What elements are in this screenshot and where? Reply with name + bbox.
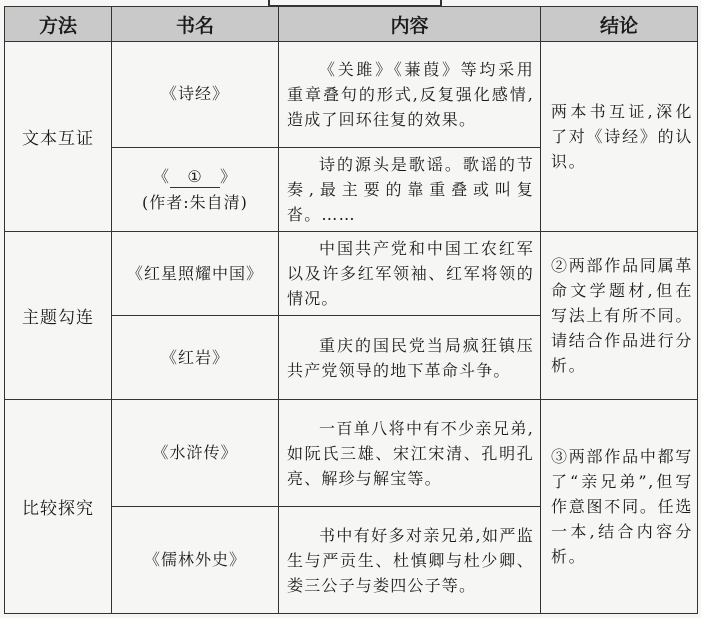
header-conclusion: 结论	[541, 7, 698, 42]
method-cell: 比较探究	[5, 400, 112, 614]
content-cell: 《关雎》《蒹葭》等均采用重章叠句的形式,反复强化感情,造成了回环往复的效果。	[279, 42, 541, 148]
content-cell: 诗的源头是歌谣。歌谣的节奏,最主要的靠重叠或叫复沓。……	[279, 147, 541, 232]
content-cell: 中国共产党和中国工农红军以及许多红军领袖、红军将领的情况。	[279, 232, 541, 316]
book-blank-line: 《 ① 》	[152, 166, 238, 186]
content-cell: 书中有好多对亲兄弟,如严监生与严贡生、杜慎卿与杜少卿、娄三公子与娄四公子等。	[279, 507, 541, 614]
book-cell: 《水浒传》	[112, 400, 279, 507]
conclusion-cell: ②两部作品同属革命文学题材,但在写法上有所不同。请结合作品进行分析。	[541, 232, 698, 400]
method-cell: 主题勾连	[5, 232, 112, 400]
content-cell: 重庆的国民党当局疯狂镇压共产党领导的地下革命斗争。	[279, 315, 541, 400]
table-row	[5, 400, 698, 507]
conclusion-cell: 两本书互证,深化了对《诗经》的认识。	[541, 42, 698, 232]
book-cell: 《儒林外史》	[112, 507, 279, 614]
table-row	[5, 232, 698, 316]
header-method: 方法	[5, 7, 112, 42]
table-row	[5, 42, 698, 148]
method-cell: 文本互证	[5, 42, 112, 232]
book-author: (作者:朱自清)	[142, 192, 248, 212]
header-book: 书名	[112, 7, 279, 42]
conclusion-cell: ③两部作品中都写了“亲兄弟”,但写作意图不同。任选一本,结合内容分析。	[541, 400, 698, 614]
fill-in-blank: ①	[170, 167, 220, 188]
header-row	[5, 7, 698, 42]
header-content: 内容	[279, 7, 541, 42]
reading-comparison-table	[4, 6, 698, 614]
content-cell: 一百单八将中有不少亲兄弟,如阮氏三雄、宋江宋清、孔明孔亮、解珍与解宝等。	[279, 400, 541, 507]
book-cell	[112, 147, 279, 232]
book-cell: 《红岩》	[112, 315, 279, 400]
book-cell: 《诗经》	[112, 42, 279, 148]
book-cell: 《红星照耀中国》	[112, 232, 279, 316]
